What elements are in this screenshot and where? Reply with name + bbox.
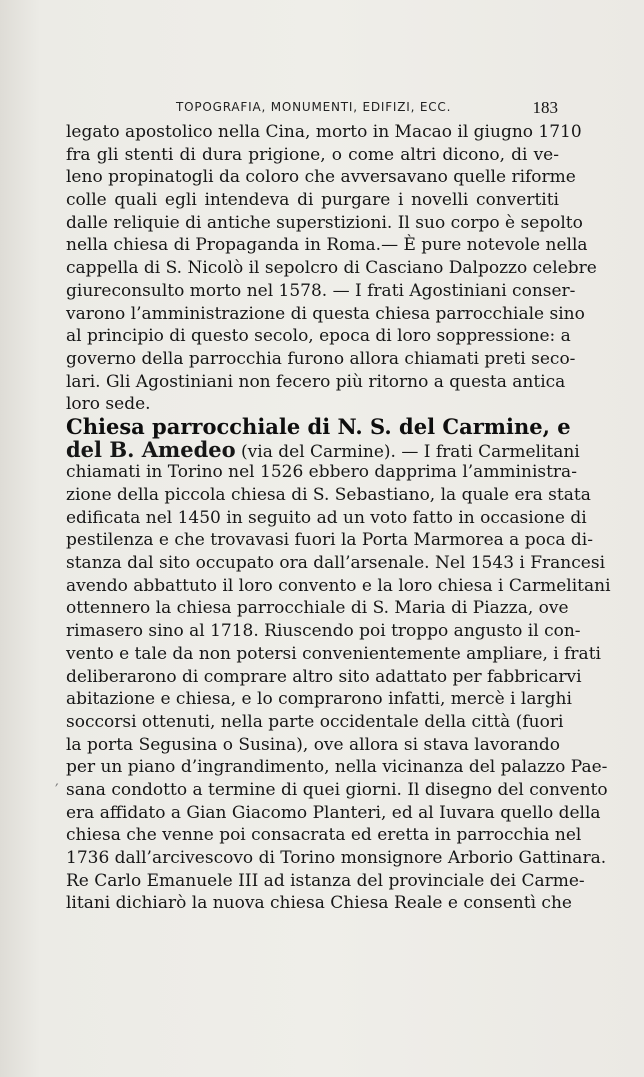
section-heading-rest: (via del Carmine). — I frati Carmelitani: [235, 441, 580, 462]
text-line: governo della parrocchia furono allora chiamati preti seco-: [66, 348, 576, 369]
text-line: giureconsulto morto nel 1578. — I frati Agostiniani conser-: [66, 280, 576, 301]
text-line: sana condotto a termine di quei giorni. Il disegno del convento: [66, 779, 608, 800]
text-line: litani dichiarò la nuova chiesa Chiesa Reale e consentì che: [66, 893, 572, 914]
text-line: pestilenza e che trovavasi fuori la Porta Marmorea a poca di-: [66, 530, 593, 551]
text-line: cappella di S. Nicolò il sepolcro di Casciano Dalpozzo celebre: [66, 258, 597, 279]
text-line: 1736 dall’arcivescovo di Torino monsignore Arborio Gattinara.: [66, 848, 607, 868]
page-header: [70, 98, 570, 118]
text-line: fra gli stenti di dura prigione, o come altri dicono, di ve-: [66, 144, 559, 165]
text-line: deliberarono di comprare altro sito adattato per fabbricarvi: [66, 666, 582, 687]
running-title: TOPOGRAFIA, MONUMENTI, EDIFIZI, ECC.: [176, 100, 452, 114]
text-line: vento e tale da non potersi convenientemente ampliare, i frati: [66, 643, 601, 664]
text-line: era affidato a Gian Giacomo Planteri, ed al Iuvara quello della: [66, 802, 601, 823]
text-line: la porta Segusina o Susina), ove allora si stava lavorando: [66, 734, 561, 755]
margin-mark: ′: [55, 780, 59, 799]
page-number: 183: [532, 98, 558, 117]
text-line: al principio di questo secolo, epoca di loro soppressione: a: [66, 326, 571, 347]
text-line: per un piano d’ingrandimento, nella vicinanza del palazzo Pae-: [66, 757, 608, 778]
text-line: avendo abbattuto il loro convento e la loro chiesa i Carmelitani: [66, 575, 611, 596]
text-line: loro sede.: [66, 394, 151, 415]
text-line: soccorsi ottenuti, nella parte occidentale della città (fuori: [66, 711, 564, 732]
text-line: ottennero la chiesa parrocchiale di S. Maria di Piazza, ove: [66, 598, 569, 619]
text-line: colle quali egli intendeva di purgare i novelli convertiti: [66, 190, 559, 211]
section-heading-continuation: [66, 436, 580, 462]
text-line: chiamati in Torino nel 1526 ebbero dapprima l’amministra-: [66, 462, 577, 483]
section-heading-bold: del B. Amedeo: [66, 436, 236, 462]
text-line: stanza dal sito occupato ora dall’arsenale. Nel 1543 i Francesi: [66, 553, 606, 574]
text-line: rimasero sino al 1718. Riuscendo poi troppo angusto il con-: [66, 621, 581, 642]
text-line: edificata nel 1450 in seguito ad un voto fatto in occasione di: [66, 507, 587, 528]
body-text: [66, 121, 611, 915]
text-line: nella chiesa di Propaganda in Roma.— È pure notevole nella: [66, 235, 588, 256]
text-line: abitazione e chiesa, e lo comprarono infatti, mercè i larghi: [66, 689, 572, 710]
text-line: legato apostolico nella Cina, morto in Macao il giugno 1710: [66, 122, 582, 142]
section-heading: Chiesa parrocchiale di N. S. del Carmine, e: [66, 413, 571, 439]
text-line: leno propinatogli da coloro che avversavano quelle riforme: [66, 167, 576, 188]
text-line: chiesa che venne poi consacrata ed eretta in parrocchia nel: [66, 825, 582, 846]
text-line: varono l’amministrazione di questa chiesa parrocchiale sino: [66, 303, 585, 324]
text-line: lari. Gli Agostiniani non fecero più ritorno a questa antica: [66, 371, 566, 392]
text-line: Re Carlo Emanuele III ad istanza del provinciale dei Carme-: [66, 870, 585, 891]
text-line: zione della piccola chiesa di S. Sebastiano, la quale era stata: [66, 485, 591, 505]
text-line: dalle reliquie di antiche superstizioni. Il suo corpo è sepolto: [66, 212, 583, 233]
